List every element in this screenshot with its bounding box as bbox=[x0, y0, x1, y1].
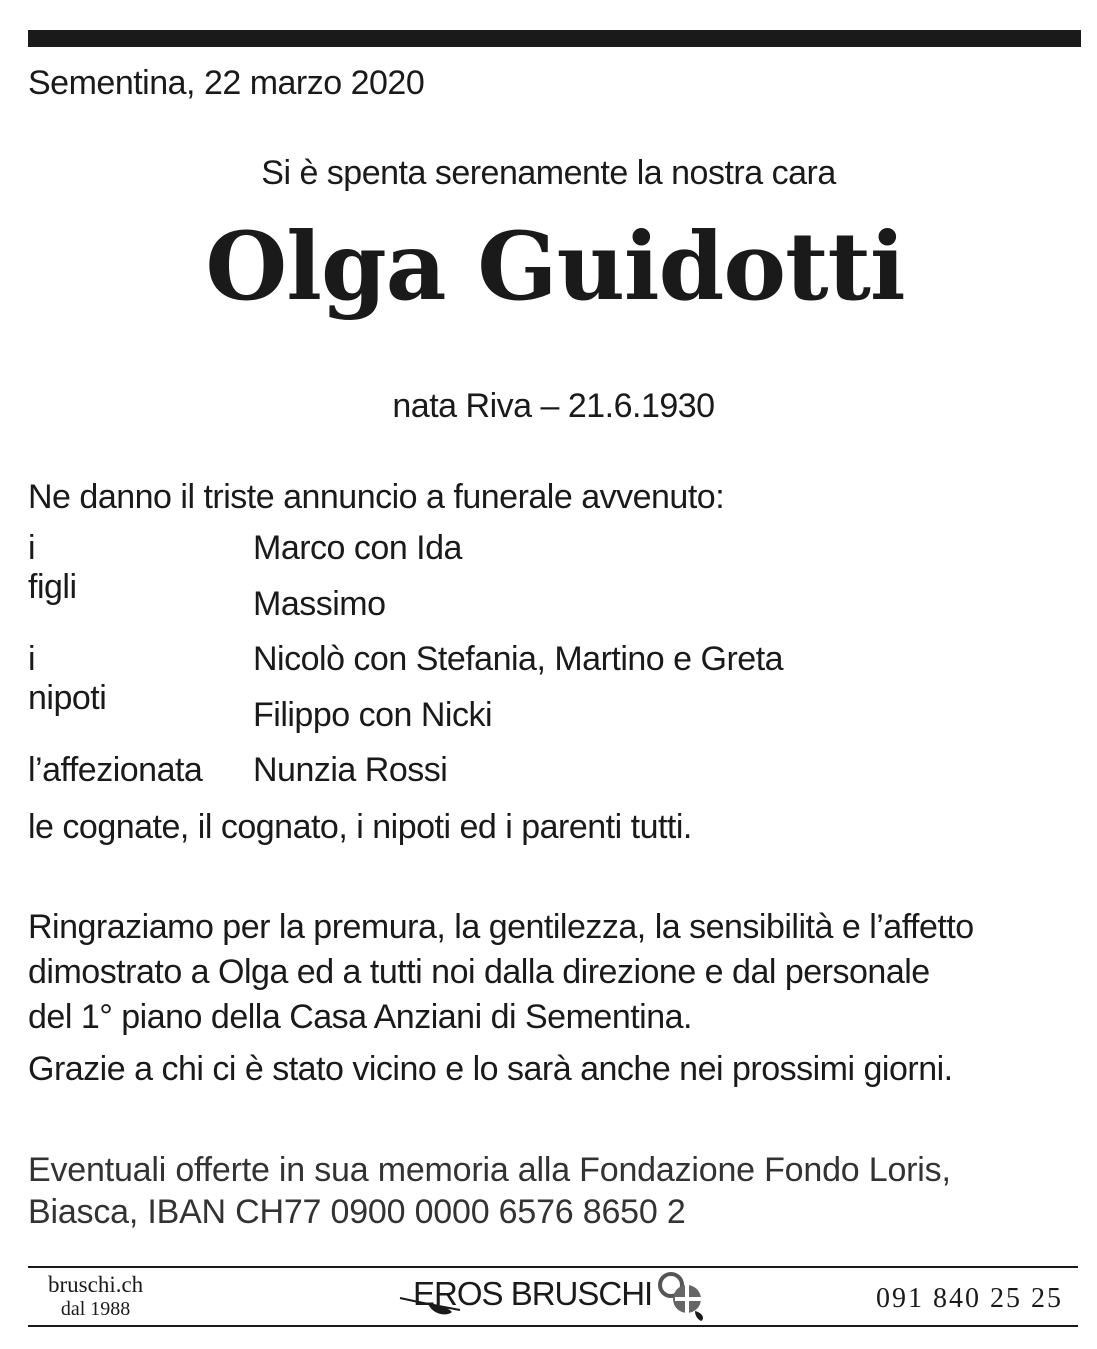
family-role: i nipoti bbox=[28, 640, 107, 717]
deceased-name: Olga Guidotti bbox=[205, 212, 905, 322]
footer-bottom-rule bbox=[28, 1325, 1078, 1327]
brand-logo-icon bbox=[655, 1271, 711, 1323]
donation-line: Eventuali offerte in sua memoria alla Fondazione Fondo Loris, bbox=[28, 1151, 951, 1189]
donation-line: Biasca, IBAN CH77 0900 0000 6576 8650 2 bbox=[28, 1193, 686, 1231]
footer-top-rule bbox=[28, 1266, 1078, 1268]
thanks-paragraph bbox=[28, 905, 1078, 1040]
since-text: dal 1988 bbox=[60, 1298, 131, 1320]
family-names: Filippo con Nicki bbox=[253, 695, 493, 734]
phone-number: 091 840 25 25 bbox=[876, 1283, 1063, 1314]
family-role: l’affezionata bbox=[28, 751, 203, 789]
donation-note bbox=[28, 1149, 951, 1233]
relatives-line: le cognate, il cognato, i nipoti ed i parenti tutti. bbox=[28, 808, 692, 846]
family-names: Massimo bbox=[253, 584, 386, 623]
thanks-line: dimostrato a Olga ed a tutti noi dalla direzione e dal personale bbox=[28, 953, 930, 991]
thanks-line: Ringraziamo per la premura, la gentilezza, la sensibilità e l’affetto bbox=[28, 908, 974, 946]
top-rule bbox=[28, 30, 1081, 47]
family-names: Marco con Ida bbox=[253, 529, 462, 567]
birth-info: nata Riva – 21.6.1930 bbox=[392, 387, 715, 425]
brand-name: EROS BRUSCHI bbox=[413, 1275, 653, 1312]
family-names: Nicolò con Stefania, Martino e Greta bbox=[253, 640, 784, 678]
thanks-line: del 1° piano della Casa Anziani di Sementina. bbox=[28, 998, 692, 1036]
place-date: Sementina, 22 marzo 2020 bbox=[28, 64, 425, 102]
family-role: i figli bbox=[28, 529, 77, 606]
family-names: Nunzia Rossi bbox=[253, 751, 448, 789]
website-text: bruschi.ch bbox=[48, 1272, 144, 1297]
intro-text: Si è spenta serenamente la nostra cara bbox=[261, 154, 836, 192]
thanks-closing: Grazie a chi ci è stato vicino e lo sarà anche nei prossimi giorni. bbox=[28, 1050, 953, 1088]
footer-website bbox=[48, 1273, 143, 1321]
announcement-line: Ne danno il triste annuncio a funerale avvenuto: bbox=[28, 478, 725, 516]
